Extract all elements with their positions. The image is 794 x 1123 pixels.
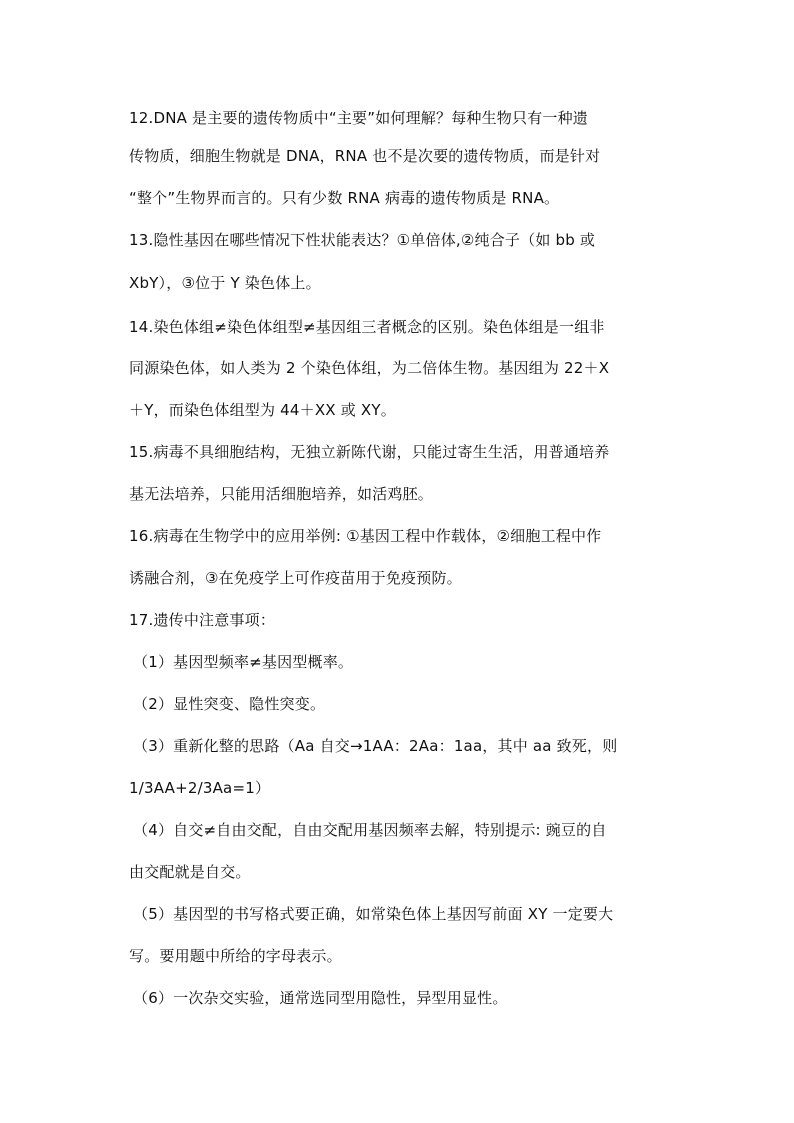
- text-line: 基无法培养，只能用活细胞培养，如活鸡胚。: [129, 485, 434, 503]
- text-line: （5）基因型的书写格式要正确，如常染色体上基因写前面 XY 一定要大: [133, 905, 614, 923]
- text-line: 16.病毒在生物学中的应用举例: ①基因工程中作载体，②细胞工程中作: [129, 527, 602, 545]
- text-line: “整个”生物界而言的。只有少数 RNA 病毒的遗传物质是 RNA。: [129, 189, 560, 207]
- text-line: （1）基因型频率≠基因型概率。: [133, 653, 354, 671]
- text-line: 同源染色体，如人类为 2 个染色体组，为二倍体生物。基因组为 22＋X: [129, 359, 610, 377]
- text-line: 诱融合剂，③在免疫学上可作疫苗用于免疫预防。: [129, 569, 462, 587]
- text-line: 14.染色体组≠染色体组型≠基因组三者概念的区别。染色体组是一组非: [129, 318, 605, 336]
- text-line: 12.DNA 是主要的遗传物质中“主要”如何理解？每种生物只有一种遗: [129, 109, 588, 127]
- text-line: XbY），③位于 Y 染色体上。: [129, 274, 321, 292]
- text-line: 1/3AA+2/3Aa=1）: [129, 779, 271, 797]
- text-line: 由交配就是自交。: [129, 863, 251, 881]
- text-line: 15.病毒不具细胞结构，无独立新陈代谢，只能过寄生生活，用普通培养: [129, 443, 610, 461]
- text-line: （2）显性突变、隐性突变。: [133, 695, 326, 713]
- text-line: 写。要用题中所给的字母表示。: [129, 947, 342, 965]
- text-line: （4）自交≠自由交配，自由交配用基因频率去解，特别提示: 豌豆的自: [133, 821, 607, 839]
- text-line: 17.遗传中注意事项：: [129, 611, 276, 629]
- text-line: （3）重新化整的思路（Aa 自交→1AA：2Aa：1aa，其中 aa 致死，则: [133, 737, 618, 755]
- text-line: （6）一次杂交实验，通常选同型用隐性，异型用显性。: [133, 989, 508, 1007]
- text-line: 传物质，细胞生物就是 DNA，RNA 也不是次要的遗传物质，而是针对: [129, 147, 601, 165]
- text-line: 13.隐性基因在哪些情况下性状能表达？①单倍体,②纯合子（如 bb 或: [129, 231, 596, 249]
- text-line: ＋Y，而染色体组型为 44＋XX 或 XY。: [129, 401, 396, 419]
